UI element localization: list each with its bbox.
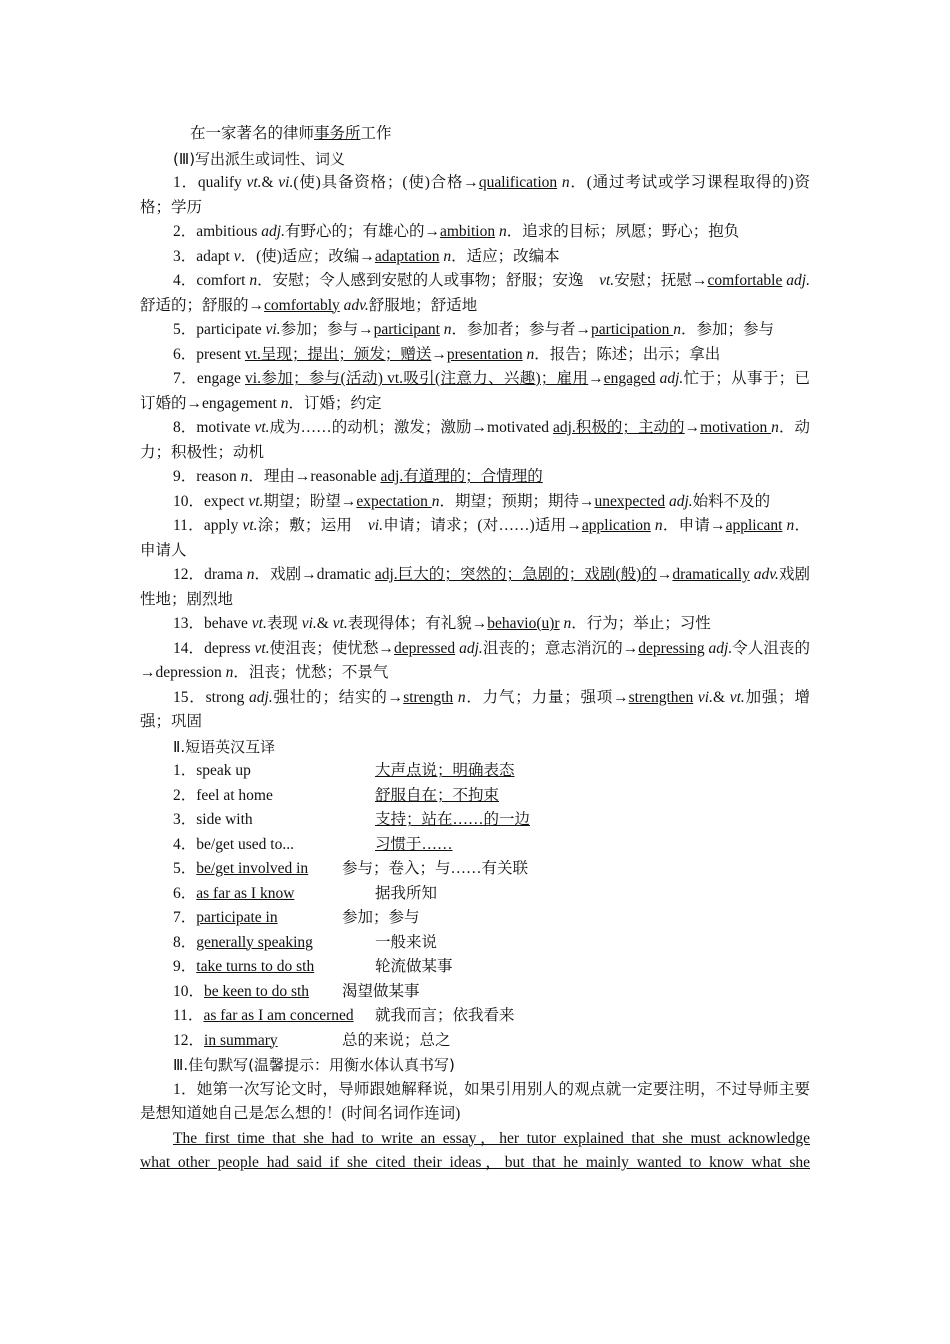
entry-text: 舒服地；舒适地 <box>368 296 478 314</box>
entry-text: engaged <box>603 370 656 387</box>
entry-text: vt. <box>599 272 615 289</box>
phrase-english-text: generally speaking <box>196 933 313 951</box>
entry-text: comfortably <box>264 296 340 314</box>
phrase-english-text: as far as I am concerned <box>203 1007 354 1024</box>
phrase-chinese: 习惯于…… <box>375 835 453 853</box>
derivative-entry <box>140 367 810 416</box>
derivative-entry <box>140 318 810 343</box>
entry-text: 忙于；从事于；已订婚的→engagement <box>140 370 811 412</box>
derivatives-list <box>140 171 810 735</box>
entry-text: n <box>443 247 452 265</box>
phrase-row <box>140 784 810 809</box>
phrase-english <box>173 808 375 833</box>
phrase-english-text: side with <box>196 811 253 828</box>
sentence-1-chinese: 1．她第一次写论文时，导师跟她解释说，如果引用别人的观点就一定要注明，不过导师主要是想知道她自己是怎么想的！(时间名词作连词) <box>140 1080 810 1122</box>
entry-text: 11．apply <box>173 517 243 534</box>
entry-text: 表现得体；有礼貌→ <box>347 615 488 632</box>
entry-text: ．动力；积极性；动机 <box>140 419 810 461</box>
entry-text: 4．comfort <box>173 272 250 289</box>
entry-text: 涂；敷；运用 <box>257 517 368 534</box>
entry-text: ．理由→reasonable <box>248 468 381 485</box>
derivative-entry <box>140 343 810 368</box>
entry-text: adj. <box>668 492 693 510</box>
entry-text: dramatically <box>672 566 750 583</box>
phrase-number: 1． <box>173 762 197 779</box>
phrase-row <box>140 1004 810 1029</box>
entry-text: 14．depress <box>173 639 255 657</box>
entry-text: vt. <box>254 639 270 657</box>
entry-text: 强壮的；结实的→ <box>272 688 404 706</box>
entry-text: participation <box>591 321 674 338</box>
entry-text: strength <box>403 688 454 706</box>
entry-text: participant <box>373 321 440 338</box>
phrase-english <box>173 931 375 956</box>
entry-text: n <box>249 272 258 289</box>
entry-text: ．安慰；令人感到安慰的人或事物；舒服；安逸 <box>257 272 600 289</box>
entry-text: 8．motivate <box>173 419 255 436</box>
entry-text: (使)具备资格；(使)合格→ <box>293 174 479 191</box>
entry-text: n <box>246 566 255 583</box>
derivative-entry <box>140 686 810 735</box>
phrase-english <box>173 1029 342 1054</box>
entry-text: → <box>656 566 673 583</box>
entry-text: ．力气；力量；强项→ <box>465 688 629 706</box>
derivative-entry <box>140 465 810 490</box>
entry-text: adaptation <box>374 247 440 265</box>
entry-text: ．报告；陈述；出示；拿出 <box>534 345 721 363</box>
entry-text: 成为……的动机；激发；激励→motivated <box>269 419 553 436</box>
phrase-chinese: 据我所知 <box>375 884 438 902</box>
entry-text: presentation <box>446 345 523 363</box>
phrase-english <box>173 882 375 907</box>
entry-text: ．(通过考试或学习课程取得的)资格；学历 <box>140 174 811 216</box>
phrase-chinese: 轮流做某事 <box>375 958 453 975</box>
entry-text: vi. <box>301 615 317 632</box>
entry-text: 使沮丧；使忧愁→ <box>269 639 395 657</box>
entry-text: vt. <box>254 419 270 436</box>
entry-text: & <box>316 615 333 632</box>
entry-text: ．申请人 <box>140 517 811 559</box>
derivative-entry <box>140 416 810 465</box>
phrase-english <box>173 1004 375 1029</box>
entry-text: ．沮丧；忧愁；不景气 <box>233 664 389 681</box>
phrase-number: 10． <box>173 982 205 1000</box>
entry-text: ．申请→ <box>662 517 726 534</box>
entry-text: ．行为；举止；习性 <box>571 615 711 632</box>
entry-text: 令人沮丧的→depression <box>140 639 810 681</box>
entry-text: n <box>498 223 507 240</box>
entry-text: vt. <box>246 174 262 191</box>
entry-text: 3．adapt <box>173 247 234 265</box>
entry-text: behavio(u)r <box>487 615 560 632</box>
phrase-chinese: 一般来说 <box>375 933 438 951</box>
entry-text: vt. <box>332 615 348 632</box>
phrase-chinese: 支持；站在……的一边 <box>375 811 531 828</box>
entry-text: → <box>588 370 604 387</box>
phrase-row <box>140 882 810 907</box>
entry-text: vt. <box>251 615 267 632</box>
derivative-entry <box>140 245 810 270</box>
entry-text: n <box>457 688 466 706</box>
entry-text: & <box>712 688 730 706</box>
phrase-number: 12． <box>173 1031 205 1049</box>
phrase-number: 5． <box>173 860 197 877</box>
sentence-1-english-line-1: The first time that she had to write an essay，her tutor explained that she must acknowledge <box>173 1129 810 1147</box>
phrase-english <box>173 857 342 882</box>
phrase-number: 3． <box>173 811 197 828</box>
phrase-english <box>173 784 375 809</box>
entry-text: expectation <box>356 492 432 510</box>
entry-text: ．(使)适应；改编→ <box>240 247 375 265</box>
entry-text: 1．qualify <box>173 174 247 191</box>
top-line: 在一家著名的律师事务所工作 <box>190 125 392 142</box>
phrase-english-text: be keen to do sth <box>204 982 310 1000</box>
entry-text: n <box>673 321 681 338</box>
entry-text: 2．ambitious <box>173 223 262 240</box>
phrase-number: 4． <box>173 835 197 853</box>
entry-text: comfortable <box>707 272 783 289</box>
entry-text: n <box>786 517 795 534</box>
phrase-english <box>173 955 375 980</box>
entry-text: n <box>280 394 289 412</box>
entry-text: 加强；增强；巩固 <box>140 688 810 730</box>
entry-text: application <box>581 517 651 534</box>
phrase-row <box>140 906 810 931</box>
entry-text: motivation <box>700 419 772 436</box>
phrase-chinese: 大声点说；明确表态 <box>375 762 515 779</box>
derivative-entry <box>140 612 810 637</box>
entry-text: adj. <box>249 688 273 706</box>
phrase-number: 7． <box>173 909 197 926</box>
entry-text: n <box>563 615 572 632</box>
phrase-english-text: take turns to do sth <box>196 958 315 975</box>
phrase-chinese: 参与；卷入；与……有关联 <box>342 860 529 877</box>
phrase-english-text: feel at home <box>196 786 273 804</box>
phrase-english-text: in summary <box>204 1031 278 1049</box>
derivative-entry <box>140 171 810 220</box>
entry-text: adj. <box>659 370 684 387</box>
entry-text: ．适应；改编本 <box>451 247 560 265</box>
phrase-english-text: participate in <box>196 909 278 926</box>
entry-text: 9．reason <box>173 468 241 485</box>
entry-text: 安慰；抚慰→ <box>614 272 708 289</box>
entry-text: 7．engage <box>173 370 246 387</box>
section-sentences-title: Ⅲ.佳句默写(温馨提示：用衡水体认真书写) <box>173 1056 455 1074</box>
derivative-entry <box>140 269 810 318</box>
phrase-chinese: 参加；参与 <box>342 909 420 926</box>
entry-text: vt. <box>242 517 258 534</box>
entry-text: adj. <box>459 639 483 657</box>
entry-text: ．订婚；约定 <box>288 394 382 412</box>
entry-text: 期望；盼望→ <box>263 492 357 510</box>
phrase-english-text: as far as I know <box>196 884 295 902</box>
phrase-english <box>173 980 342 1005</box>
entry-text: 参加；参与→ <box>280 321 374 338</box>
phrase-chinese: 舒服自在；不拘束 <box>375 786 500 804</box>
entry-text: ambition <box>439 223 496 240</box>
sentence-1-english <box>140 1127 810 1176</box>
derivative-entry <box>140 514 810 563</box>
entry-text: vi. <box>367 517 383 534</box>
entry-text: 6．present <box>173 345 245 363</box>
section-derivatives-title: (Ⅲ)写出派生或词性、词义 <box>173 149 346 168</box>
entry-text: applicant <box>725 517 783 534</box>
derivative-entry <box>140 563 810 612</box>
entry-text: n <box>443 321 452 338</box>
phrase-english-text: be/get used to... <box>196 835 294 853</box>
entry-text: n <box>431 492 440 510</box>
entry-text: → <box>431 345 447 363</box>
entry-text: n <box>654 517 663 534</box>
entry-text: 5．participate <box>173 321 266 338</box>
entry-text: n <box>561 174 570 191</box>
entry-text: 舒适的；舒服的→ <box>140 296 265 314</box>
derivative-entry <box>140 637 810 686</box>
entry-text: depressed <box>394 639 456 657</box>
phrase-number: 8． <box>173 933 197 951</box>
phrase-list <box>140 759 810 1053</box>
entry-text: 戏剧性地；剧烈地 <box>140 566 811 608</box>
entry-text: 沮丧的；意志消沉的→ <box>482 639 639 657</box>
entry-text: adj. <box>708 639 733 657</box>
entry-text: 15．strong <box>173 688 250 706</box>
phrase-row <box>140 808 810 833</box>
entry-text: qualification <box>478 174 558 191</box>
phrase-row <box>140 833 810 858</box>
entry-text: adv. <box>343 296 369 314</box>
entry-text: v <box>233 247 241 265</box>
entry-text: 申请；请求；(对……)适用→ <box>382 517 582 534</box>
entry-text: vt.呈现；提出；颁发；赠送 <box>244 345 432 363</box>
phrase-chinese: 渴望做某事 <box>342 982 420 1000</box>
phrase-row <box>140 955 810 980</box>
derivative-entry <box>140 490 810 515</box>
phrase-english <box>173 759 375 784</box>
phrase-english-text: speak up <box>196 762 251 779</box>
phrase-number: 2． <box>173 786 197 804</box>
entry-text: 13．behave <box>173 615 252 632</box>
entry-text: vi. <box>278 174 294 191</box>
entry-text: adj.有道理的；合情理的 <box>380 468 543 485</box>
phrase-row <box>140 1029 810 1054</box>
entry-text: vt. <box>248 492 264 510</box>
phrase-chinese: 总的来说；总之 <box>342 1031 451 1049</box>
phrase-english <box>173 906 342 931</box>
phrase-row <box>140 980 810 1005</box>
entry-text: → <box>684 419 701 436</box>
phrase-number: 11． <box>173 1007 204 1024</box>
entry-text: ．参加；参与 <box>681 321 775 338</box>
phrase-english <box>173 833 375 858</box>
entry-text: 有野心的；有雄心的→ <box>284 223 440 240</box>
derivative-entry <box>140 220 810 245</box>
entry-text: adv. <box>753 566 779 583</box>
entry-text: ．期望；预期；期待→ <box>439 492 595 510</box>
entry-text: ．追求的目标；夙愿；野心；抱负 <box>506 223 740 240</box>
document-page <box>140 122 810 1176</box>
entry-text: vt. <box>729 688 745 706</box>
entry-text: adj. <box>261 223 285 240</box>
entry-text: ．参加者；参与者→ <box>451 321 592 338</box>
entry-text: adj. <box>786 272 810 289</box>
entry-text: n <box>225 664 234 681</box>
phrase-number: 6． <box>173 884 197 902</box>
phrase-number: 9． <box>173 958 197 975</box>
entry-text: vi. <box>265 321 281 338</box>
entry-text: ．戏剧→dramatic <box>254 566 375 583</box>
entry-text: 表现 <box>266 615 302 632</box>
entry-text: unexpected <box>594 492 666 510</box>
entry-text: n <box>240 468 249 485</box>
sentence-1-english-line-2: what other people had said if she cited their ideas，but that he mainly wanted to know what she <box>140 1154 810 1171</box>
entry-text: strengthen <box>628 688 694 706</box>
entry-text: adj.巨大的；突然的；急剧的；戏剧(般)的 <box>374 566 657 583</box>
entry-text: n <box>771 419 779 436</box>
entry-text: vi.参加；参与(活动) vt.吸引(注意力、兴趣)；雇用 <box>245 370 589 387</box>
entry-text: 10．expect <box>173 492 249 510</box>
phrase-row <box>140 759 810 784</box>
phrase-row <box>140 931 810 956</box>
entry-text: depressing <box>638 639 705 657</box>
entry-text: adj.积极的；主动的 <box>552 419 685 436</box>
entry-text: 12．drama <box>173 566 247 583</box>
phrase-chinese: 就我而言；依我看来 <box>375 1007 515 1024</box>
entry-text: n <box>526 345 535 363</box>
entry-text: vi. <box>697 688 713 706</box>
phrase-english-text: be/get involved in <box>196 860 309 877</box>
section-phrases-title: Ⅱ.短语英汉互译 <box>173 737 276 756</box>
entry-text: & <box>261 174 279 191</box>
phrase-row <box>140 857 810 882</box>
entry-text: 始料不及的 <box>692 492 771 510</box>
